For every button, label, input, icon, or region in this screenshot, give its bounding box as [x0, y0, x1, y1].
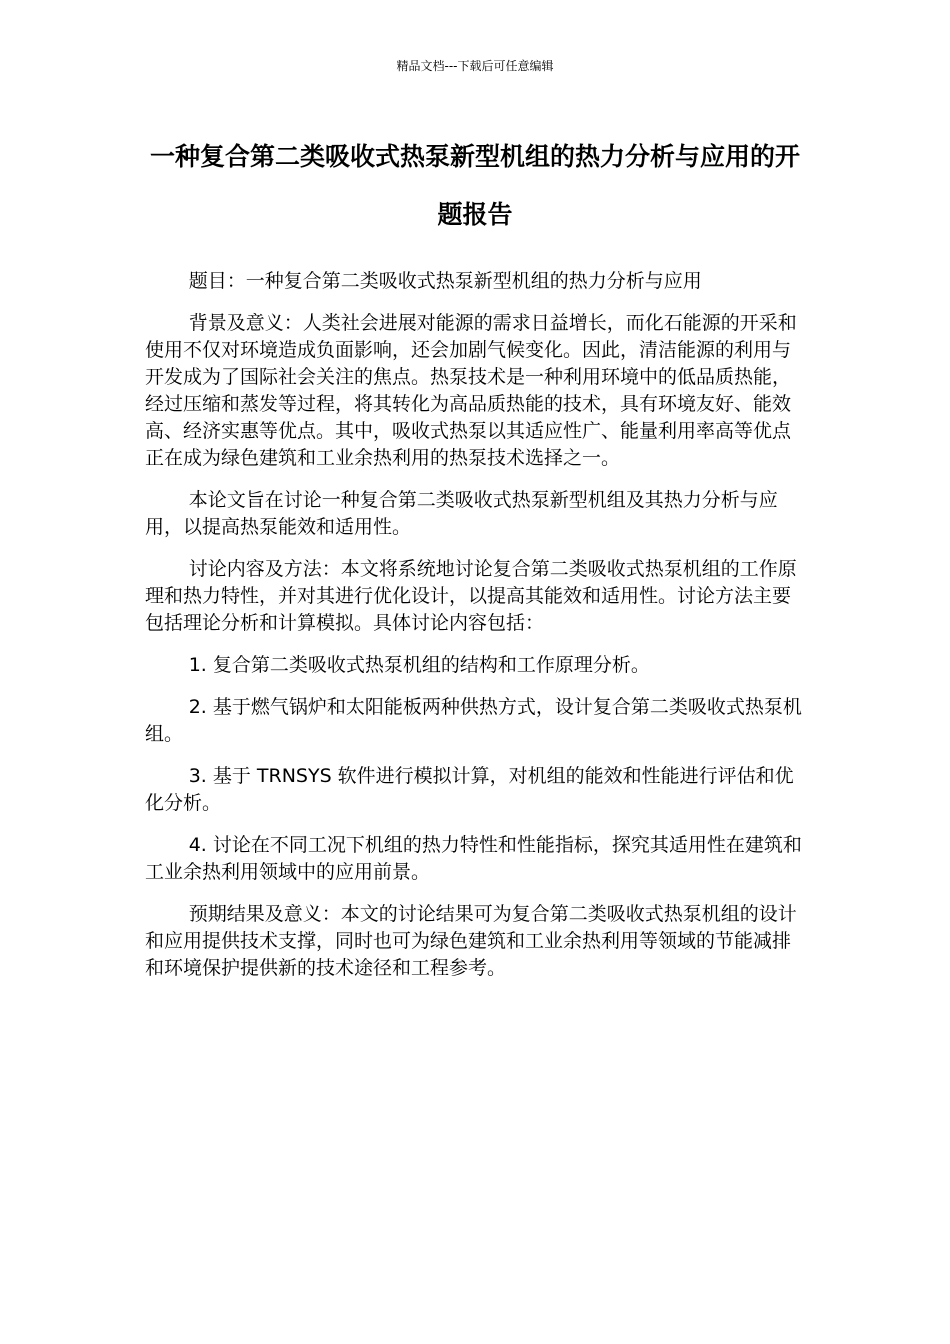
list-item-4: 4. 讨论在不同工况下机组的热力特性和性能指标，探究其适用性在建筑和工业余热利用领域中的应用前景。 [145, 834, 802, 883]
document-body [145, 268, 807, 997]
list-item-1: 1. 复合第二类吸收式热泵机组的结构和工作原理分析。 [188, 654, 650, 676]
paragraph-purpose: 本论文旨在讨论一种复合第二类吸收式热泵新型机组及其热力分析与应用，以提高热泵能效和适用性。 [145, 489, 778, 538]
list-item-2: 2. 基于燃气锅炉和太阳能板两种供热方式，设计复合第二类吸收式热泵机组。 [145, 696, 802, 745]
paragraph-background: 背景及意义：人类社会进展对能源的需求日益增长，而化石能源的开采和使用不仅对环境造成负面影响，还会加剧气候变化。因此，清洁能源的利用与开发成为了国际社会关注的焦点。热泵技术是一种利用环境中的低品质热能，经过压缩和蒸发等过程，将其转化为高品质热能的技术，具有环境友好、能效高、经济实惠等优点。其中，吸收式热泵以其适应性广、能量利用率高等优点正在成为绿色建筑和工业余热利用的热泵技术选择之一。 [145, 312, 797, 469]
list-item-3: 3. 基于 TRNSYS 软件进行模拟计算，对机组的能效和性能进行评估和优化分析。 [145, 765, 794, 814]
paragraph-methods: 讨论内容及方法：本文将系统地讨论复合第二类吸收式热泵机组的工作原理和热力特性，并对其进行优化设计，以提高其能效和适用性。讨论方法主要包括理论分析和计算模拟。具体讨论内容包括： [145, 558, 797, 634]
header-note: 精品文档---下载后可任意编辑 [396, 59, 554, 73]
paragraph-expected-results: 预期结果及意义：本文的讨论结果可为复合第二类吸收式热泵机组的设计和应用提供技术支撑，同时也可为绿色建筑和工业余热利用等领域的节能减排和环境保护提供新的技术途径和工程参考。 [145, 903, 797, 979]
document-title: 一种复合第二类吸收式热泵新型机组的热力分析与应用的开题报告 [149, 142, 800, 229]
paragraph-topic: 题目：一种复合第二类吸收式热泵新型机组的热力分析与应用 [188, 270, 702, 292]
